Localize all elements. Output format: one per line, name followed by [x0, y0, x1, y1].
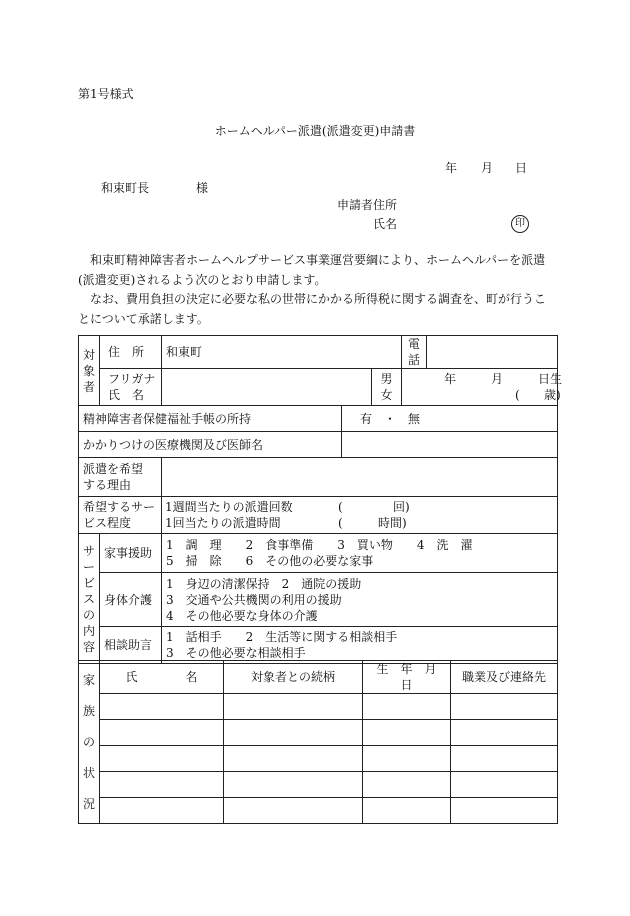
housework-options[interactable]: 1 調 理 2 食事準備 3 買い物 4 洗 濯 5 掃 除 6 その他の必要な家事 — [162, 534, 558, 573]
sex-field[interactable]: 男 女 — [372, 369, 402, 406]
birthdate-field[interactable]: 年 月 日生 ( 歳) — [402, 369, 558, 406]
family-birthdate-cell[interactable] — [363, 772, 451, 798]
subject-header: 対 象 者 — [79, 336, 100, 406]
family-name-cell[interactable] — [100, 772, 224, 798]
date-month: 月 — [481, 161, 494, 175]
phone-label: 電話 — [402, 336, 427, 369]
phone-field[interactable] — [427, 336, 558, 369]
family-occupation-cell[interactable] — [451, 720, 558, 746]
family-occupation-cell[interactable] — [451, 694, 558, 720]
reason-field[interactable] — [162, 458, 558, 497]
addressee-honorific: 様 — [196, 181, 209, 195]
family-relation-cell[interactable] — [224, 746, 363, 772]
medical-field[interactable] — [342, 432, 558, 458]
family-col-name: 氏 名 — [100, 661, 224, 694]
family-birthdate-cell[interactable] — [363, 746, 451, 772]
reason-label: 派遣を希望 する理由 — [79, 458, 162, 497]
family-birthdate-cell[interactable] — [363, 798, 451, 824]
handbook-label: 精神障害者保健福祉手帳の所持 — [79, 406, 342, 432]
family-relation-cell[interactable] — [224, 798, 363, 824]
name-label: 氏 名 — [108, 388, 145, 402]
family-occupation-cell[interactable] — [451, 772, 558, 798]
family-relation-cell[interactable] — [224, 772, 363, 798]
seal-mark: 印 — [511, 215, 529, 233]
family-col-occupation: 職業及び連絡先 — [451, 661, 558, 694]
weekly-visits-label: 1週間当たりの派遣回数 — [165, 500, 293, 514]
application-table — [78, 335, 563, 664]
address-label: 住 所 — [100, 336, 162, 369]
family-occupation-cell[interactable] — [451, 746, 558, 772]
family-row — [79, 694, 558, 720]
family-name-cell[interactable] — [100, 694, 224, 720]
family-row — [79, 720, 558, 746]
form-number: 第1号様式 — [78, 87, 134, 101]
family-birthdate-cell[interactable] — [363, 694, 451, 720]
furigana-label: フリガナ — [108, 372, 156, 386]
date-day: 日 — [515, 161, 528, 175]
family-name-cell[interactable] — [100, 720, 224, 746]
applicant-name-label: 氏名 — [373, 217, 398, 231]
service-content-header: サ ー ビ ス の 内 容 — [79, 534, 100, 664]
intro-paragraph-2: なお、費用負担の決定に必要な私の世帯にかかる所得税に関する調査を、町が行うことについて承諾します。 — [78, 292, 547, 326]
intro-paragraph-1: 和束町精神障害者ホームヘルプサービス事業運営要綱により、ホームヘルパーを派遣(派遣変更)されるよう次のとおり申請します。 — [78, 253, 546, 287]
address-field[interactable]: 和東町 — [162, 336, 402, 369]
care-label: 身体介護 — [100, 573, 162, 627]
family-row — [79, 798, 558, 824]
family-relation-cell[interactable] — [224, 694, 363, 720]
family-row — [79, 746, 558, 772]
visit-hours-label: 1回当たりの派遣時間 — [165, 516, 281, 530]
family-occupation-cell[interactable] — [451, 798, 558, 824]
name-field[interactable] — [162, 369, 372, 406]
name-label-cell — [100, 369, 162, 406]
family-name-cell[interactable] — [100, 746, 224, 772]
desired-service-field[interactable]: 1週間当たりの派遣回数 ( 回) 1回当たりの派遣時間 ( 時間) — [162, 497, 558, 534]
care-options[interactable]: 1 身辺の清潔保持 2 通院の援助 3 交通や公共機関の利用の援助 4 その他必要な身体の介護 — [162, 573, 558, 627]
family-relation-cell[interactable] — [224, 720, 363, 746]
handbook-options[interactable]: 有 ・ 無 — [342, 406, 558, 432]
applicant-address-label: 申請者住所 — [337, 198, 398, 212]
date-year: 年 — [445, 161, 458, 175]
form-title: ホームヘルパー派遣(派遣変更)申請書 — [214, 124, 416, 138]
medical-label: かかりつけの医療機関及び医師名 — [79, 432, 342, 458]
consult-label: 相談助言 — [100, 627, 162, 664]
family-row — [79, 772, 558, 798]
family-table — [78, 660, 558, 824]
housework-label: 家事援助 — [100, 534, 162, 573]
consult-options[interactable]: 1 話相手 2 生活等に関する相談相手 3 その他必要な相談相手 — [162, 627, 558, 664]
addressee-name: 和束町長 — [101, 181, 150, 195]
family-name-cell[interactable] — [100, 798, 224, 824]
intro-text — [78, 251, 556, 329]
desired-service-label: 希望するサー ビス程度 — [79, 497, 162, 534]
family-col-relation: 対象者との続柄 — [224, 661, 363, 694]
family-birthdate-cell[interactable] — [363, 720, 451, 746]
family-status-column: 家 族 の 状 況 — [79, 661, 100, 824]
family-col-birthdate: 生 年 月 日 — [363, 661, 451, 694]
